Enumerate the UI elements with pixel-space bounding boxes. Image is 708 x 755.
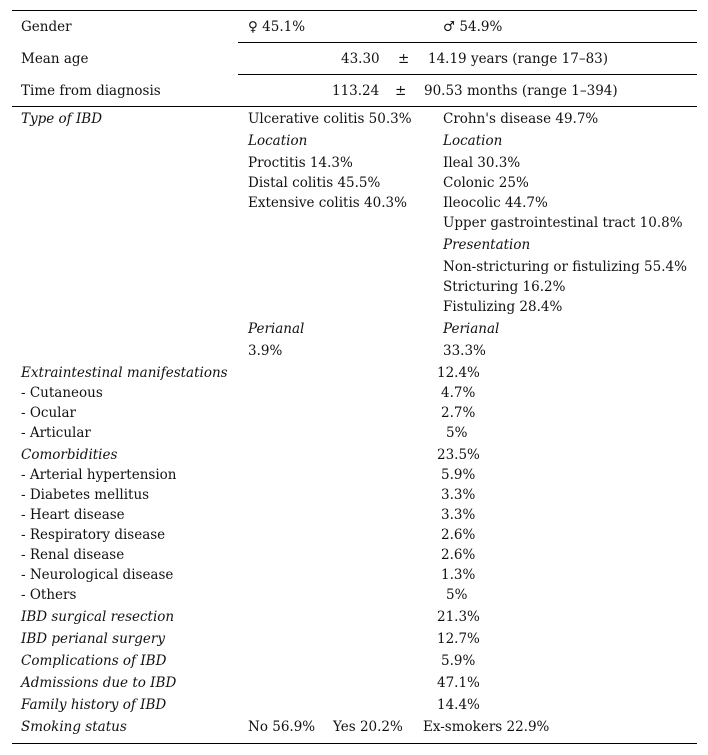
row-value: 2.6% bbox=[441, 527, 476, 543]
mean-age-pm: ± bbox=[398, 51, 410, 67]
uc-title: Ulcerative colitis 50.3% bbox=[248, 111, 412, 127]
bottom-rule bbox=[12, 743, 697, 744]
cd-presentation-item: Fistulizing 28.4% bbox=[443, 299, 563, 315]
cd-presentation-label: Presentation bbox=[443, 237, 531, 253]
row-value: 12.7% bbox=[437, 631, 480, 647]
row-label: - Arterial hypertension bbox=[21, 467, 177, 483]
cd-location-item: Ileal 30.3% bbox=[443, 155, 521, 171]
top-rule bbox=[12, 10, 697, 11]
uc-location-item: Extensive colitis 40.3% bbox=[248, 195, 407, 211]
time-dx-pm: ± bbox=[395, 83, 407, 99]
smoking-label: Smoking status bbox=[21, 719, 127, 735]
row-value: 23.5% bbox=[437, 447, 480, 463]
time-dx-label: Time from diagnosis bbox=[21, 83, 161, 99]
row-label: Admissions due to IBD bbox=[21, 675, 177, 691]
row-value: 5% bbox=[446, 587, 468, 603]
age-rule bbox=[238, 74, 697, 75]
uc-perianal-label: Perianal bbox=[248, 321, 305, 337]
uc-location-label: Location bbox=[248, 133, 308, 149]
gender-label: Gender bbox=[21, 19, 72, 35]
row-label: - Diabetes mellitus bbox=[21, 487, 150, 503]
smoking-yes: Yes 20.2% bbox=[333, 719, 403, 735]
cd-perianal-value: 33.3% bbox=[443, 343, 486, 359]
row-label: - Neurological disease bbox=[21, 567, 174, 583]
row-label: IBD perianal surgery bbox=[21, 631, 165, 647]
cd-location-item: Upper gastrointestinal tract 10.8% bbox=[443, 215, 683, 231]
row-label: Extraintestinal manifestations bbox=[21, 365, 228, 381]
header-rule bbox=[12, 106, 697, 107]
smoking-ex: Ex-smokers 22.9% bbox=[423, 719, 550, 735]
time-dx-value: 113.24 bbox=[332, 83, 380, 99]
row-value: 21.3% bbox=[437, 609, 480, 625]
row-label: - Others bbox=[21, 587, 77, 603]
cd-location-item: Colonic 25% bbox=[443, 175, 529, 191]
row-label: - Renal disease bbox=[21, 547, 125, 563]
mean-age-sd: 14.19 years (range 17–83) bbox=[428, 51, 609, 67]
row-label: - Respiratory disease bbox=[21, 527, 166, 543]
row-value: 1.3% bbox=[441, 567, 476, 583]
time-dx-sd: 90.53 months (range 1–394) bbox=[424, 83, 618, 99]
row-value: 3.3% bbox=[441, 507, 476, 523]
row-label: IBD surgical resection bbox=[21, 609, 175, 625]
row-value: 5% bbox=[446, 425, 468, 441]
uc-perianal-value: 3.9% bbox=[248, 343, 283, 359]
row-label: - Ocular bbox=[21, 405, 76, 421]
row-label: Comorbidities bbox=[21, 447, 118, 463]
row-value: 2.7% bbox=[441, 405, 476, 421]
row-label: - Heart disease bbox=[21, 507, 125, 523]
row-value: 14.4% bbox=[437, 697, 480, 713]
cd-location-item: Ileocolic 44.7% bbox=[443, 195, 548, 211]
row-value: 4.7% bbox=[441, 385, 476, 401]
smoking-no: No 56.9% bbox=[248, 719, 316, 735]
mean-age-label: Mean age bbox=[21, 51, 89, 67]
row-value: 5.9% bbox=[441, 467, 476, 483]
gender-rule bbox=[238, 42, 697, 43]
uc-location-item: Proctitis 14.3% bbox=[248, 155, 353, 171]
row-label: Complications of IBD bbox=[21, 653, 167, 669]
type-ibd-label: Type of IBD bbox=[21, 111, 103, 127]
cd-location-label: Location bbox=[443, 133, 503, 149]
row-value: 47.1% bbox=[437, 675, 480, 691]
mean-age-value: 43.30 bbox=[341, 51, 380, 67]
cd-presentation-item: Stricturing 16.2% bbox=[443, 279, 566, 295]
cd-perianal-label: Perianal bbox=[443, 321, 500, 337]
row-value: 5.9% bbox=[441, 653, 476, 669]
gender-female: ♀ 45.1% bbox=[248, 19, 306, 35]
row-label: - Articular bbox=[21, 425, 91, 441]
gender-male: ♂ 54.9% bbox=[443, 19, 503, 35]
row-value: 3.3% bbox=[441, 487, 476, 503]
uc-location-item: Distal colitis 45.5% bbox=[248, 175, 381, 191]
row-label: - Cutaneous bbox=[21, 385, 103, 401]
cd-presentation-item: Non-stricturing or fistulizing 55.4% bbox=[443, 259, 687, 275]
row-value: 12.4% bbox=[437, 365, 480, 381]
cd-title: Crohn's disease 49.7% bbox=[443, 111, 599, 127]
row-label: Family history of IBD bbox=[21, 697, 167, 713]
row-value: 2.6% bbox=[441, 547, 476, 563]
